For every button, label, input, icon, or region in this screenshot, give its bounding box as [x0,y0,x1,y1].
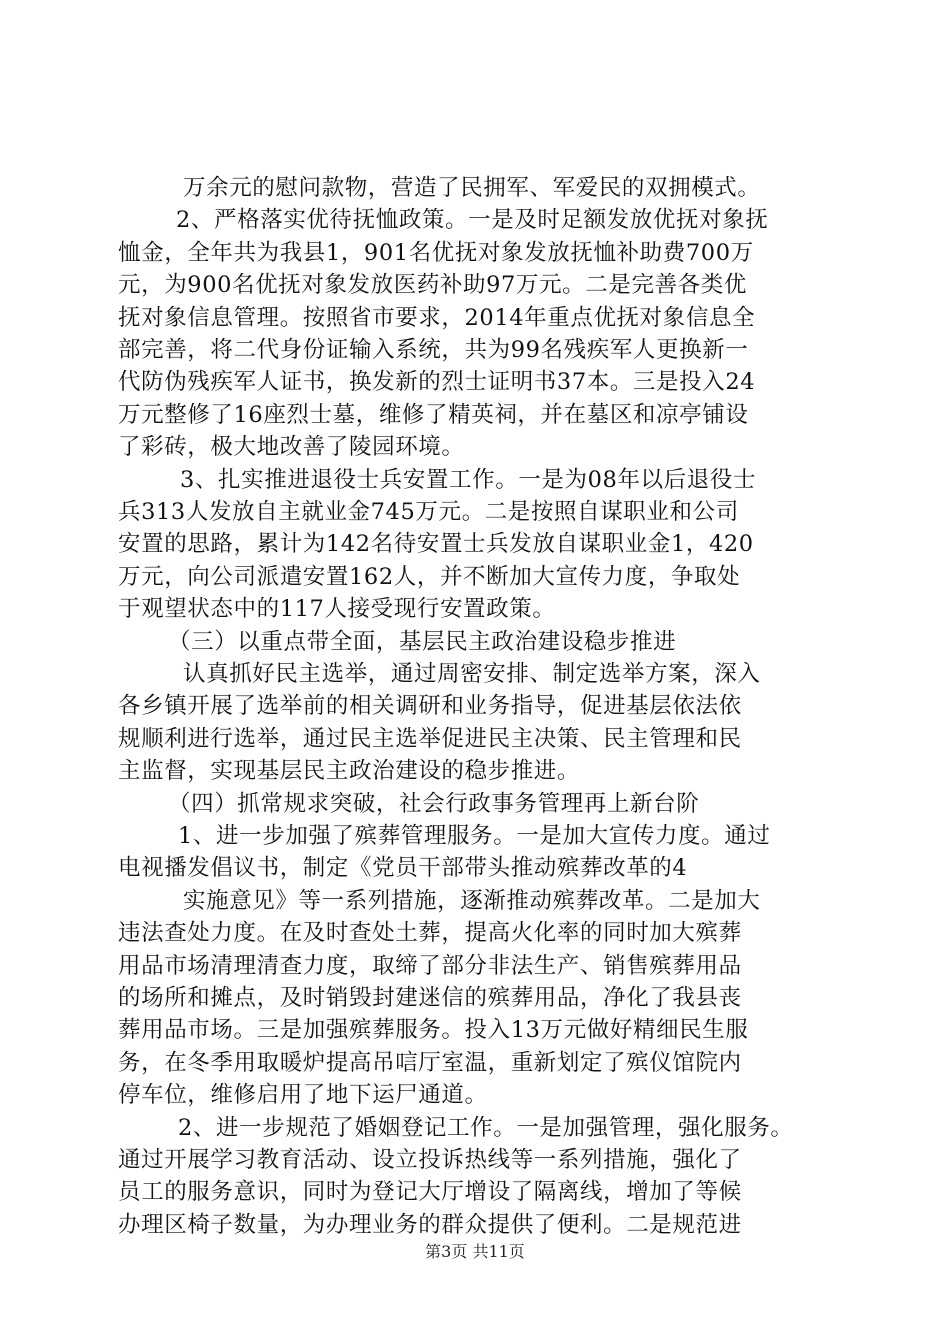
text-line: 员工的服务意识，同时为登记大厅增设了隔离线，增加了等候 [118,1179,742,1206]
text-line: 务，在冬季用取暖炉提高吊唁厅室温，重新划定了殡仪馆院内 [118,1049,742,1076]
text-line: 恤金，全年共为我县1，901名优抚对象发放抚恤补助费700万 [118,239,754,266]
text-line: 了彩砖，极大地改善了陵园环境。 [118,434,465,461]
text-line: 于观望状态中的117人接受现行安置政策。 [118,596,556,623]
text-line: 停车位，维修启用了地下运尸通道。 [118,1082,488,1109]
text-line: 违法查处力度。在及时查处土葬，提高火化率的同时加大殡葬 [118,920,742,947]
text-line: 部完善，将二代身份证输入系统，共为99名残疾军人更换新一 [118,337,749,363]
text-line: 1、进一步加强了殡葬管理服务。一是加大宣传力度。通过 [178,823,771,849]
text-line: 通过开展学习教育活动、设立投诉热线等一系列措施，强化了 [118,1147,742,1173]
text-line: 各乡镇开展了选举前的相关调研和业务指导，促进基层依法依 [118,693,742,720]
text-line: 用品市场清理清查力度，取缔了部分非法生产、销售殡葬用品 [118,952,742,979]
text-line: 万元整修了16座烈士墓，维修了精英祠，并在墓区和凉亭铺设 [118,401,749,428]
text-line: 安置的思路，累计为142名待安置士兵发放自谋职业金1，420 [118,531,754,558]
text-line: 2、进一步规范了婚姻登记工作。一是加强管理，强化服务。 [178,1114,794,1141]
text-line: 的场所和摊点，及时销毁封建迷信的殡葬用品，净化了我县丧 [118,985,742,1011]
text-line: 办理区椅子数量，为办理业务的群众提供了便利。二是规范进 [118,1211,742,1238]
text-line: 兵313人发放自主就业金745万元。二是按照自谋职业和公司 [118,499,739,525]
page-number-footer: 第3页 共11页 [425,1242,525,1261]
text-line: 实施意见》等一系列措施，逐渐推动殡葬改革。二是加大 [183,887,761,914]
text-line: 认真抓好民主选举，通过周密安排、制定选举方案，深入 [183,661,761,687]
text-line: 代防伪残疾军人证书，换发新的烈士证明书37本。三是投入24 [118,369,756,396]
section-heading: （三）以重点带全面，基层民主政治建设稳步推进 [168,628,677,655]
text-line: 元，为900名优抚对象发放医药补助97万元。二是完善各类优 [118,272,747,299]
text-line: 电视播发倡议书，制定《党员干部带头推动殡葬改革的4 [118,855,688,882]
text-line: 万元，向公司派遣安置162人，并不断加大宣传力度，争取处 [118,563,741,590]
text-line: 葬用品市场。三是加强殡葬服务。投入13万元做好精细民生服 [118,1017,749,1044]
section-heading: （四）抓常规求突破，社会行政事务管理再上新台阶 [168,790,700,817]
text-line: 万余元的慰问款物，营造了民拥军、军爱民的双拥模式。 [183,175,761,201]
text-line: 规顺利进行选举，通过民主选举促进民主决策、民主管理和民 [118,725,742,752]
text-line: 抚对象信息管理。按照省市要求，2014年重点优抚对象信息全 [118,304,756,331]
text-line: 2、严格落实优待抚恤政策。一是及时足额发放优抚对象抚 [176,207,769,234]
text-line: 主监督，实现基层民主政治建设的稳步推进。 [118,758,581,785]
text-line: 3、扎实推进退役士兵安置工作。一是为08年以后退役士 [180,466,757,493]
